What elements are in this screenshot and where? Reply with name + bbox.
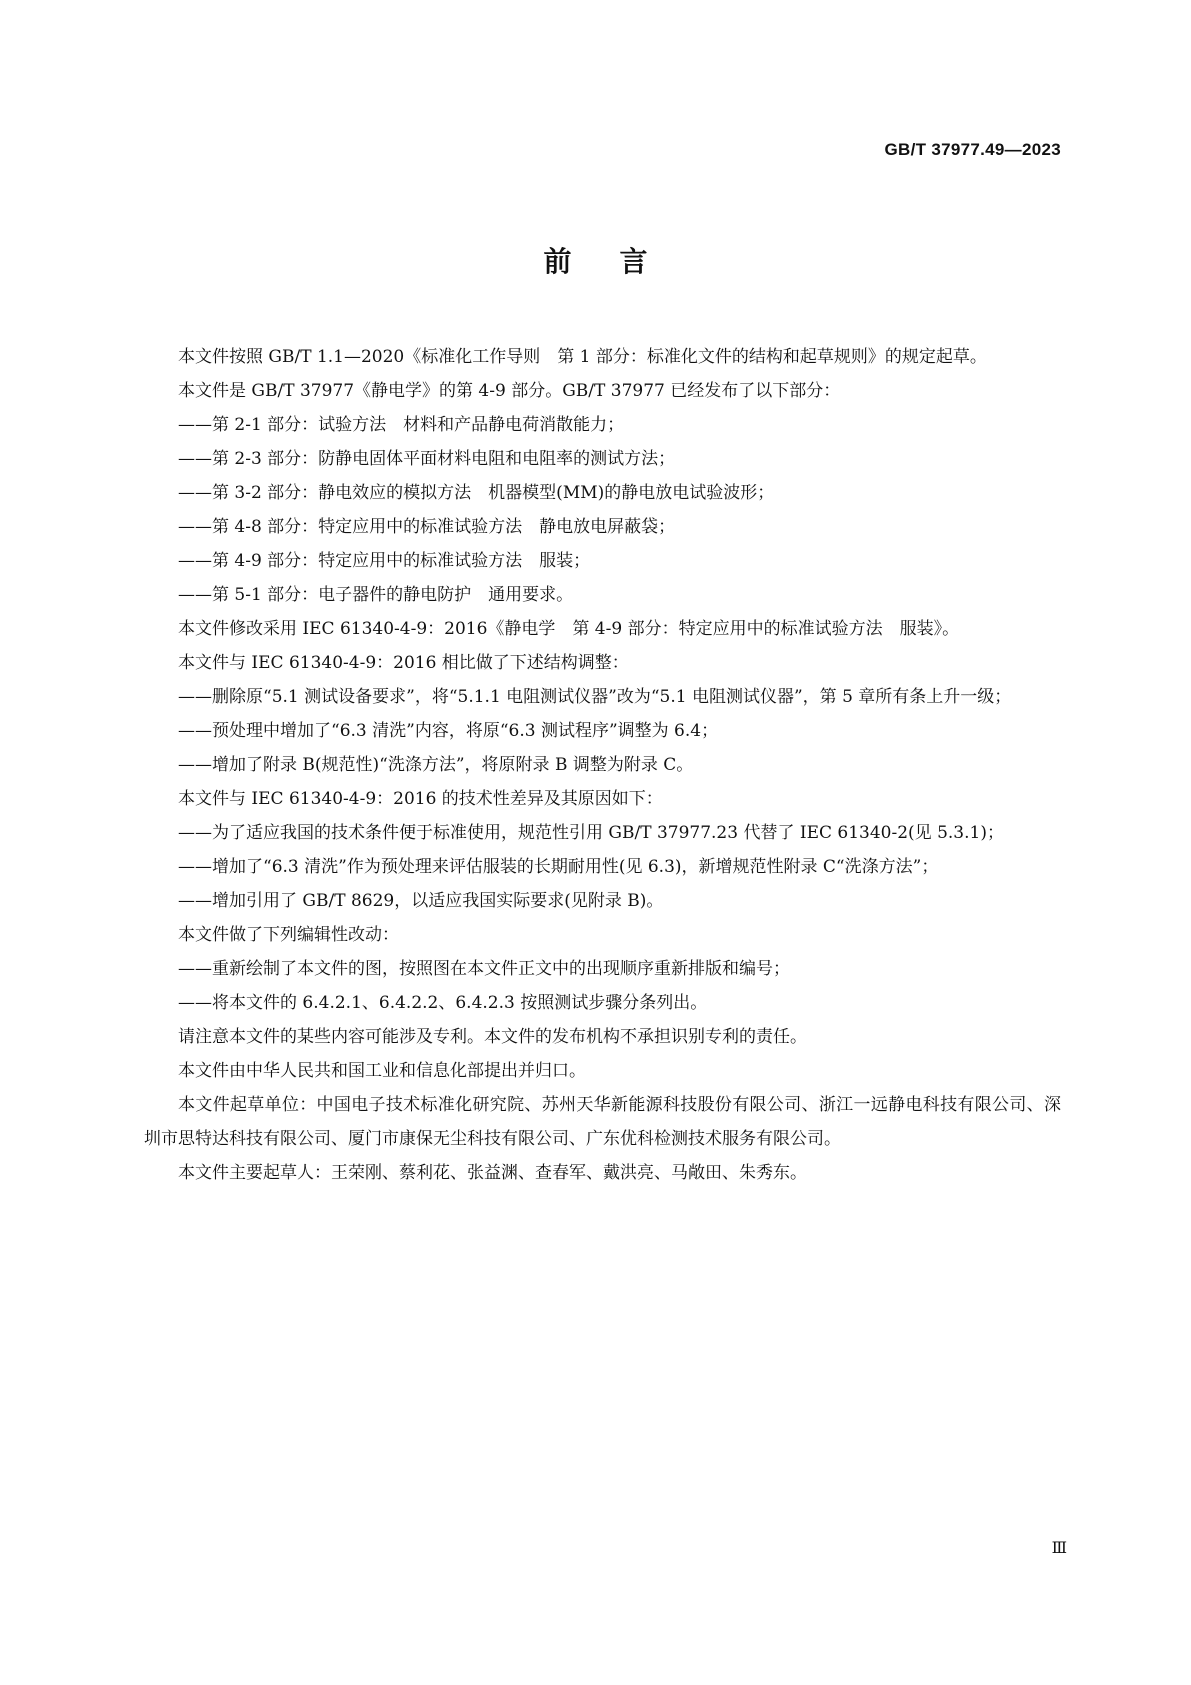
list-item-structural: ——删除原“5.1 测试设备要求”，将“5.1.1 电阻测试仪器”改为“5.1 电阻测试仪器”，第 5 章所有条上升一级； (178, 687, 1012, 707)
paragraph-proposer: 本文件由中华人民共和国工业和信息化部提出并归口。 (178, 1061, 586, 1081)
paragraph-technical-intro: 本文件与 IEC 61340-4-9：2016 的技术性差异及其原因如下： (178, 789, 663, 809)
paragraph-drafting-rules: 本文件按照 GB/T 1.1—2020《标准化工作导则 第 1 部分：标准化文件的结构和起草规则》的规定起草。 (178, 347, 987, 367)
paragraph-drafting-units: 本文件起草单位：中国电子技术标准化研究院、苏州天华新能源科技股份有限公司、浙江一远静电科技有限公司、深圳市思特达科技有限公司、厦门市康保无尘科技有限公司、广东优科检测技术服务有限公司。 (144, 1095, 1061, 1149)
document-code: GB/T 37977.49—2023 (884, 140, 1061, 159)
paragraph-patent-notice: 请注意本文件的某些内容可能涉及专利。本文件的发布机构不承担识别专利的责任。 (178, 1027, 807, 1047)
list-item-part: ——第 4-8 部分：特定应用中的标准试验方法 静电放电屏蔽袋； (178, 517, 676, 537)
paragraph-editorial-intro: 本文件做了下列编辑性改动： (178, 925, 399, 945)
list-item-part: ——第 2-1 部分：试验方法 材料和产品静电荷消散能力； (178, 415, 625, 435)
list-item-structural: ——增加了附录 B(规范性)“洗涤方法”，将原附录 B 调整为附录 C。 (178, 755, 694, 775)
list-item-editorial: ——将本文件的 6.4.2.1、6.4.2.2、6.4.2.3 按照测试步骤分条列出。 (178, 993, 708, 1013)
page-title: 前言 (543, 245, 696, 278)
paragraph-series-intro: 本文件是 GB/T 37977《静电学》的第 4-9 部分。GB/T 37977 已经发布了以下部分： (178, 381, 841, 401)
list-item-technical: ——为了适应我国的技术条件便于标准使用，规范性引用 GB/T 37977.23 代替了 IEC 61340-2(见 5.3.1)； (178, 823, 1004, 843)
list-item-technical: ——增加了“6.3 清洗”作为预处理来评估服装的长期耐用性(见 6.3)，新增规范性附录 C“洗涤方法”； (178, 857, 939, 877)
foreword-body (144, 340, 1061, 1190)
list-item-part: ——第 4-9 部分：特定应用中的标准试验方法 服装； (178, 551, 591, 571)
list-item-part: ——第 2-3 部分：防静电固体平面材料电阻和电阻率的测试方法； (178, 449, 676, 469)
paragraph-drafters: 本文件主要起草人：王荣刚、蔡利花、张益渊、查春军、戴洪亮、马敞田、朱秀东。 (178, 1163, 807, 1183)
paragraph-adoption: 本文件修改采用 IEC 61340-4-9：2016《静电学 第 4-9 部分：特定应用中的标准试验方法 服装》。 (178, 619, 960, 639)
page-number: Ⅲ (1051, 1540, 1067, 1557)
list-item-editorial: ——重新绘制了本文件的图，按照图在本文件正文中的出现顺序重新排版和编号； (178, 959, 790, 979)
list-item-part: ——第 3-2 部分：静电效应的模拟方法 机器模型(MM)的静电放电试验波形； (178, 483, 775, 503)
list-item-technical: ——增加引用了 GB/T 8629，以适应我国实际要求(见附录 B)。 (178, 891, 664, 911)
list-item-structural: ——预处理中增加了“6.3 清洗”内容，将原“6.3 测试程序”调整为 6.4； (178, 721, 719, 741)
list-item-part: ——第 5-1 部分：电子器件的静电防护 通用要求。 (178, 585, 574, 605)
paragraph-structural-intro: 本文件与 IEC 61340-4-9：2016 相比做了下述结构调整： (178, 653, 629, 673)
